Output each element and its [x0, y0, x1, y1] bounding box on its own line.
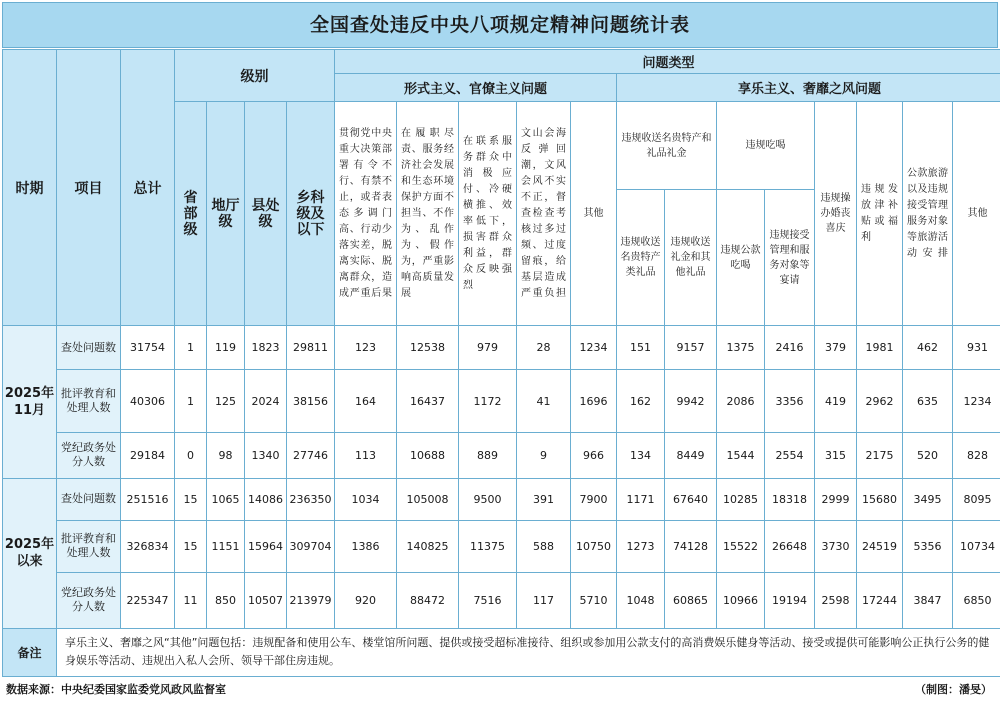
data-cell: 74128: [665, 520, 717, 572]
data-cell: 10750: [571, 520, 617, 572]
data-cell: 10688: [397, 432, 459, 478]
data-cell: 2554: [765, 432, 815, 478]
header-formalism-col-4: 文山会海反弹回潮，文风会风不实不正，督查检查考核过多过频、过度留痕，给基层造成严重负担: [517, 102, 571, 326]
data-cell: 889: [459, 432, 517, 478]
data-cell: 1151: [207, 520, 245, 572]
data-cell: 379: [815, 326, 857, 370]
data-cell: 2416: [765, 326, 815, 370]
data-cell: 1: [175, 370, 207, 432]
data-cell: 326834: [121, 520, 175, 572]
header-level-bureau: 地厅级: [207, 102, 245, 326]
data-cell: 15964: [245, 520, 287, 572]
data-cell: 2175: [857, 432, 903, 478]
header-hedonism: 享乐主义、奢靡之风问题: [617, 74, 1000, 102]
data-cell: 88472: [397, 572, 459, 628]
table-title: 全国查处违反中央八项规定精神问题统计表: [2, 2, 998, 48]
data-cell: 213979: [287, 572, 335, 628]
data-cell: 9: [517, 432, 571, 478]
data-cell: 15: [175, 478, 207, 520]
header-gift-group: 违规收送名贵特产和礼品礼金: [617, 102, 717, 190]
table-row: [3, 520, 1000, 572]
header-total: 总计: [121, 50, 175, 326]
table-row: [3, 326, 1000, 370]
period-label: 2025年以来: [3, 478, 57, 628]
data-cell: 6850: [953, 572, 1000, 628]
data-cell: 10507: [245, 572, 287, 628]
header-level: 级别: [175, 50, 335, 102]
data-cell: 1981: [857, 326, 903, 370]
data-cell: 164: [335, 370, 397, 432]
data-cell: 1375: [717, 326, 765, 370]
data-cell: 236350: [287, 478, 335, 520]
table-row: [3, 478, 1000, 520]
period-label: 2025年11月: [3, 326, 57, 478]
data-cell: 7900: [571, 478, 617, 520]
data-source: 数据来源：中央纪委国家监委党风政风监督室: [6, 683, 226, 696]
data-cell: 1234: [571, 326, 617, 370]
data-cell: 828: [953, 432, 1000, 478]
data-cell: 9157: [665, 326, 717, 370]
header-hedonism-other: 其他: [953, 102, 1000, 326]
data-cell: 1386: [335, 520, 397, 572]
statistics-table-container: [2, 49, 998, 677]
header-formalism-other: 其他: [571, 102, 617, 326]
header-item: 项目: [57, 50, 121, 326]
data-cell: 3495: [903, 478, 953, 520]
data-cell: 1544: [717, 432, 765, 478]
data-cell: 119: [207, 326, 245, 370]
data-cell: 140825: [397, 520, 459, 572]
note-text: 享乐主义、奢靡之风“其他”问题包括：违规配备和使用公车、楼堂馆所问题、提供或接受超标准接待、组织或参加用公款支付的高消费娱乐健身等活动、接受或提供可能影响公正执行公务的健身娱乐等活动、违规出入私人会所、领导干部住房违规。: [57, 628, 1000, 676]
data-cell: 1: [175, 326, 207, 370]
data-cell: 635: [903, 370, 953, 432]
data-cell: 29811: [287, 326, 335, 370]
data-cell: 588: [517, 520, 571, 572]
table-body: [3, 50, 1000, 677]
data-cell: 10966: [717, 572, 765, 628]
header-allowances: 违规发放津补贴或福利: [857, 102, 903, 326]
header-period: 时期: [3, 50, 57, 326]
data-cell: 29184: [121, 432, 175, 478]
data-cell: 15522: [717, 520, 765, 572]
data-cell: 1340: [245, 432, 287, 478]
data-cell: 1696: [571, 370, 617, 432]
table-row: [3, 370, 1000, 432]
header-problem-type: 问题类型: [335, 50, 1000, 74]
header-gift-specialty: 违规收送名贵特产类礼品: [617, 190, 665, 326]
data-cell: 67640: [665, 478, 717, 520]
row-item-label: 查处问题数: [57, 478, 121, 520]
row-item-label: 党纪政务处分人数: [57, 572, 121, 628]
data-cell: 8095: [953, 478, 1000, 520]
data-cell: 309704: [287, 520, 335, 572]
header-level-provincial: 省部级: [175, 102, 207, 326]
data-cell: 117: [517, 572, 571, 628]
data-cell: 251516: [121, 478, 175, 520]
data-cell: 5356: [903, 520, 953, 572]
data-cell: 979: [459, 326, 517, 370]
data-cell: 3356: [765, 370, 815, 432]
data-cell: 151: [617, 326, 665, 370]
data-cell: 462: [903, 326, 953, 370]
data-cell: 3730: [815, 520, 857, 572]
header-dining-banquet: 违规接受管理和服务对象等宴请: [765, 190, 815, 326]
header-weddings-funerals: 违规操办婚丧喜庆: [815, 102, 857, 326]
data-cell: 123: [335, 326, 397, 370]
data-cell: 9942: [665, 370, 717, 432]
header-gift-money: 违规收送礼金和其他礼品: [665, 190, 717, 326]
data-cell: 162: [617, 370, 665, 432]
data-cell: 134: [617, 432, 665, 478]
data-cell: 315: [815, 432, 857, 478]
footer: [2, 679, 998, 699]
row-item-label: 批评教育和处理人数: [57, 520, 121, 572]
data-cell: 1048: [617, 572, 665, 628]
note-label: 备注: [3, 628, 57, 676]
data-cell: 2024: [245, 370, 287, 432]
header-level-township: 乡科级及以下: [287, 102, 335, 326]
data-cell: 3847: [903, 572, 953, 628]
data-cell: 850: [207, 572, 245, 628]
data-cell: 1172: [459, 370, 517, 432]
data-cell: 5710: [571, 572, 617, 628]
data-cell: 60865: [665, 572, 717, 628]
header-formalism-col-2: 在履职尽责、服务经济社会发展和生态环境保护方面不担当、不作为、乱作为、假作为，严重影响高质量发展: [397, 102, 459, 326]
data-cell: 15: [175, 520, 207, 572]
data-cell: 2598: [815, 572, 857, 628]
data-cell: 18318: [765, 478, 815, 520]
data-cell: 38156: [287, 370, 335, 432]
data-cell: 520: [903, 432, 953, 478]
data-cell: 26648: [765, 520, 815, 572]
data-cell: 14086: [245, 478, 287, 520]
chart-credit: （制图：潘旻）: [915, 683, 992, 696]
table-row: [3, 432, 1000, 478]
row-item-label: 查处问题数: [57, 326, 121, 370]
data-cell: 1234: [953, 370, 1000, 432]
data-cell: 1273: [617, 520, 665, 572]
data-cell: 920: [335, 572, 397, 628]
data-cell: 2962: [857, 370, 903, 432]
data-cell: 40306: [121, 370, 175, 432]
data-cell: 11: [175, 572, 207, 628]
data-cell: 10734: [953, 520, 1000, 572]
data-cell: 1171: [617, 478, 665, 520]
data-cell: 391: [517, 478, 571, 520]
data-cell: 0: [175, 432, 207, 478]
data-cell: 2086: [717, 370, 765, 432]
data-cell: 41: [517, 370, 571, 432]
table-row: [3, 572, 1000, 628]
data-cell: 17244: [857, 572, 903, 628]
data-cell: 225347: [121, 572, 175, 628]
row-item-label: 批评教育和处理人数: [57, 370, 121, 432]
header-level-county: 县处级: [245, 102, 287, 326]
data-cell: 11375: [459, 520, 517, 572]
data-cell: 27746: [287, 432, 335, 478]
data-cell: 1065: [207, 478, 245, 520]
data-cell: 419: [815, 370, 857, 432]
data-cell: 12538: [397, 326, 459, 370]
data-cell: 31754: [121, 326, 175, 370]
data-cell: 19194: [765, 572, 815, 628]
header-tourism: 公款旅游以及违规接受管理服务对象等旅游活动安排: [903, 102, 953, 326]
data-cell: 98: [207, 432, 245, 478]
data-cell: 16437: [397, 370, 459, 432]
data-cell: 24519: [857, 520, 903, 572]
header-formalism-col-3: 在联系服务群众中消极应付、冷硬横推、效率低下，损害群众利益，群众反映强烈: [459, 102, 517, 326]
data-cell: 125: [207, 370, 245, 432]
data-cell: 15680: [857, 478, 903, 520]
data-cell: 1823: [245, 326, 287, 370]
header-dining-group: 违规吃喝: [717, 102, 815, 190]
data-cell: 10285: [717, 478, 765, 520]
header-dining-public: 违规公款吃喝: [717, 190, 765, 326]
header-formalism-col-1: 贯彻党中央重大决策部署有令不行、有禁不止，或者表态多调门高、行动少落实差，脱离实际、脱离群众，造成严重后果: [335, 102, 397, 326]
data-cell: 8449: [665, 432, 717, 478]
row-item-label: 党纪政务处分人数: [57, 432, 121, 478]
data-cell: 105008: [397, 478, 459, 520]
data-cell: 7516: [459, 572, 517, 628]
data-cell: 1034: [335, 478, 397, 520]
data-cell: 2999: [815, 478, 857, 520]
data-cell: 9500: [459, 478, 517, 520]
data-cell: 113: [335, 432, 397, 478]
header-formalism: 形式主义、官僚主义问题: [335, 74, 617, 102]
statistics-table: [2, 49, 1000, 677]
data-cell: 931: [953, 326, 1000, 370]
data-cell: 28: [517, 326, 571, 370]
data-cell: 966: [571, 432, 617, 478]
